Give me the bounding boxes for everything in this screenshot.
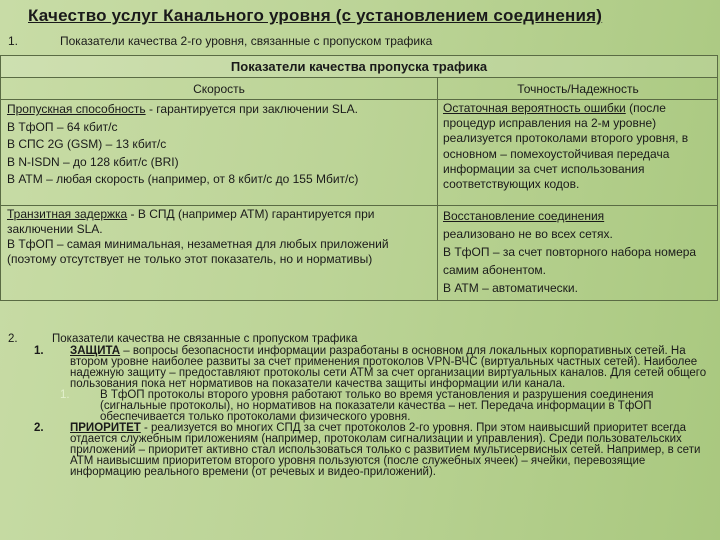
- lead-text: - В СПД (например АТМ) гарантируется при заключении SLA.: [7, 207, 375, 236]
- sublist-text: [70, 346, 713, 390]
- cell-line: В ТфОП – за счет повторного набора номера самим абонентом.: [443, 245, 697, 277]
- cell-line: В АТМ – любая скорость (например, от 8 кбит/с до 155 Мбит/с): [7, 172, 359, 186]
- list-text: Показатели качества не связанные с пропуском трафика: [52, 333, 358, 345]
- cell-line: В N-ISDN – до 128 кбит/с (BRI): [7, 154, 179, 169]
- cell-line: реализовано не во всех сетях.: [443, 227, 613, 241]
- list-text: Показатели качества 2-го уровня, связанные с пропуском трафика: [60, 34, 433, 48]
- quality-table: [0, 55, 718, 301]
- list-number: 1.: [8, 34, 19, 48]
- list-item-1: [8, 34, 432, 48]
- section-2: [8, 334, 713, 478]
- sublist-body: – вопросы безопасности информации разработаны в основном для локальных корпоративных сетей. На втором уровне наиболее развиты за счет применения протоколов VPN-ВЧС (виртуальных частных сетей). Наиболее надежную защиту – предоставляют протоколы сети АТМ за счет организации виртуальных каналов. Для сетей общего пользования пока нет нормативов на показатели качества защиты информации или канала.: [70, 345, 707, 390]
- sublist-label: ПРИОРИТЕТ: [70, 422, 141, 434]
- underlined-term: Транзитная задержка: [7, 207, 128, 221]
- nested-text: В ТфОП протоколы второго уровня работают только во время установления и разрушения соединения (сигнальные протоколы), но нормативов на показатели качества – нет. Передача информации в ТфОП обеспечивается только протоколами физического уровня.: [100, 389, 654, 423]
- lead-text: - гарантируется при заключении SLA.: [145, 102, 358, 116]
- sublist-text: [70, 423, 713, 478]
- sublist-number: 2.: [34, 422, 44, 434]
- cell-lead: Восстановление соединения: [443, 209, 605, 223]
- cell-line: В АТМ – автоматически.: [443, 281, 578, 295]
- table-cell-delay: [7, 207, 417, 267]
- cell-line: В ТфОП – 64 кбит/с: [7, 119, 118, 134]
- table-cell-recovery: [443, 207, 715, 297]
- cell-text: В ТфОП – самая минимальная, незаметная для любых приложений (поэтому отсутствует не только этот показатель, но и нормативы): [7, 237, 389, 266]
- table-cell-throughput: [7, 101, 433, 189]
- sublist-number: 1.: [34, 345, 44, 357]
- sublist-item-protection: [8, 346, 713, 390]
- sublist-body: - реализуется во многих СПД за счет протоколов 2-го уровня. При этом наивысший приоритет всегда отдается служебным приложениям (например, протоколам сигнализации и управления). Среди пользовательских приложений – приоритет активно стал использоваться только с развитием мультисервисных сетей. Например, в сети АТМ наивысшим приоритетом второго уровня пользуются (после служебных ячеек) – ячейки, перевозящие информацию реального времени (от речевых и видео-приложений).: [70, 422, 701, 478]
- underlined-term: Остаточная вероятность ошибки: [443, 101, 626, 115]
- cell-lead: [443, 101, 715, 131]
- table-cell-error-prob: [443, 101, 715, 192]
- row-divider: [1, 99, 717, 100]
- column-header-reliability: Точность/Надежность: [517, 82, 639, 96]
- column-header-speed: Скорость: [193, 82, 245, 96]
- sublist-nested-item: [8, 390, 713, 423]
- list-item-2: [8, 334, 713, 345]
- cell-text: реализуется протоколами второго уровня, в основном – помехоустойчивая передача информации за счет использования соответствующих кодов.: [443, 131, 689, 192]
- sublist-label: ЗАЩИТА: [70, 345, 121, 357]
- underlined-term: Пропускная способность: [7, 102, 146, 116]
- slide-title: Качество услуг Канального уровня (с установлением соединения): [28, 6, 603, 25]
- column-divider: [437, 78, 438, 301]
- nested-number: 1.: [60, 389, 70, 401]
- row-divider: [1, 205, 717, 206]
- cell-lead: [7, 207, 417, 237]
- lead-text: (после процедур исправления на 2-м уровне): [443, 101, 666, 131]
- cell-line: В СПС 2G (GSM) – 13 кбит/с: [7, 137, 167, 151]
- cell-lead: [7, 101, 433, 119]
- table-caption: Показатели качества пропуска трафика: [1, 56, 717, 78]
- sublist-item-priority: [8, 423, 713, 478]
- list-number: 2.: [8, 333, 18, 345]
